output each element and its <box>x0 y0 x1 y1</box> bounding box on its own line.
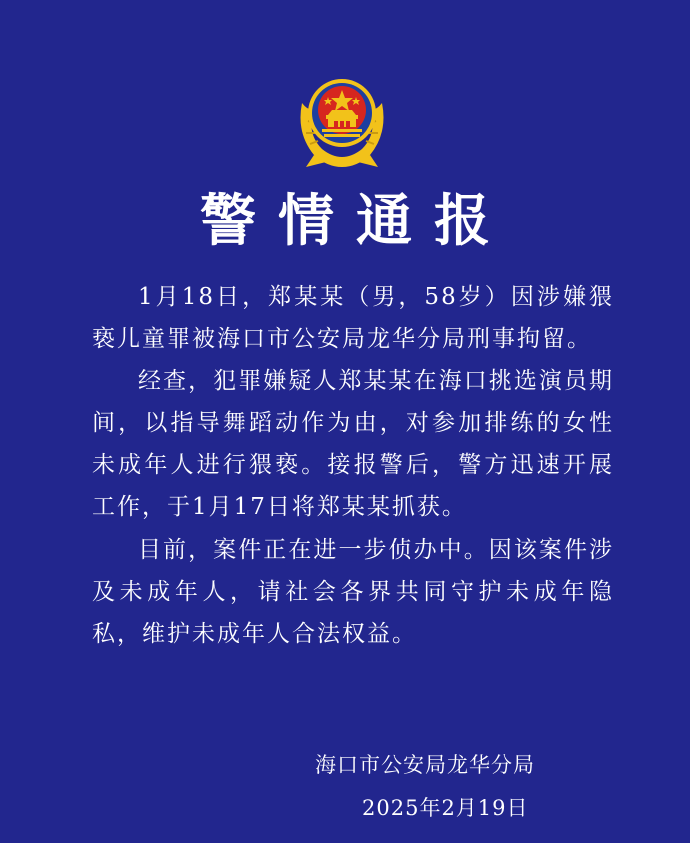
notice-title: 警情通报 <box>200 188 512 254</box>
notice-paragraph-3 <box>92 529 614 655</box>
signature-organization: 海口市公安局龙华分局 <box>315 753 535 777</box>
signature-date: 2025年2月19日 <box>362 796 529 820</box>
notice-paragraph-2 <box>92 360 614 528</box>
paragraph-text: 目前，案件正在进一步侦办中。因该案件涉及未成年人，请社会各界共同守护未成年隐私，维护未成年人合法权益。 <box>92 537 614 647</box>
paragraph-text: 经查，犯罪嫌疑人郑某某在海口挑选演员期间，以指导舞蹈动作为由，对参加排练的女性未成年人进行猥亵。接报警后，警方迅速开展工作，于1月17日将郑某某抓获。 <box>92 368 614 520</box>
police-emblem-icon <box>292 63 392 171</box>
paragraph-text: 1月18日，郑某某（男，58岁）因涉嫌猥亵儿童罪被海口市公安局龙华分局刑事拘留。 <box>92 284 614 352</box>
notice-paragraph-1 <box>92 276 614 360</box>
